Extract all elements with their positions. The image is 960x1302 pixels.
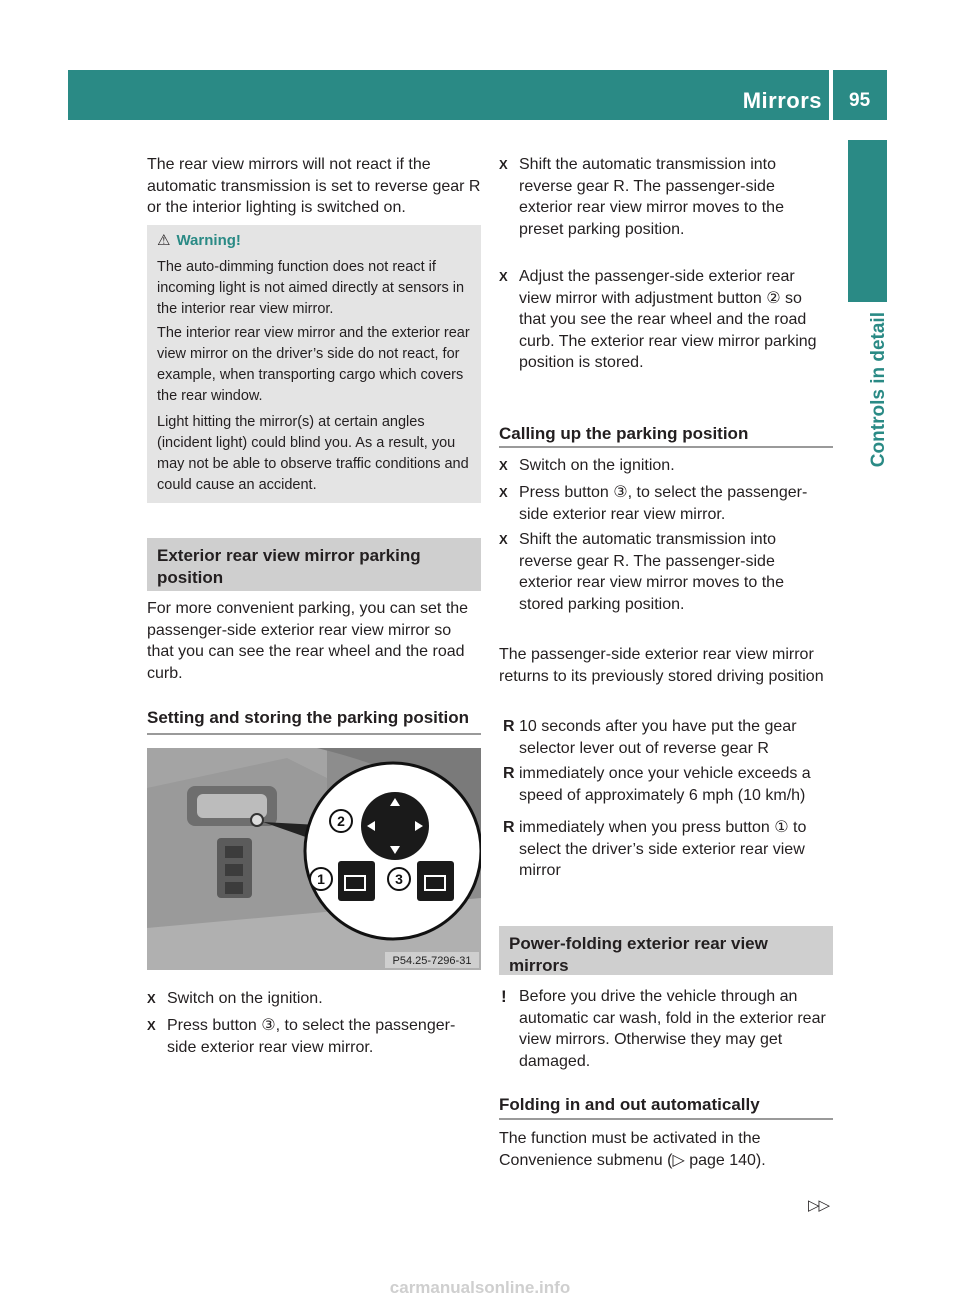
figure-label-2: 2 [337,813,345,829]
bullet-marker: R [503,819,515,836]
notice-marker: ! [501,987,507,1006]
figure-code: P54.25-7296-31 [392,955,472,967]
page-number: 95 [849,90,871,111]
section-intro: For more convenient parking, you can set the passenger-side exterior rear view mirror so that you can see the rear wheel and the road curb. [147,600,469,682]
subheading-rule [499,446,833,448]
step-marker: X [147,991,156,1006]
final-paragraph: The function must be activated in the Convenience submenu (▷ page 140). [499,1130,766,1169]
step-marker: X [499,157,508,172]
bullet-marker: R [503,718,515,735]
section-heading-power-folding: Power-folding exterior rear view mirrors [499,926,833,975]
subheading-rule [147,733,481,735]
step-marker: X [499,269,508,284]
door-panel-illustration [147,748,481,970]
subheading-folding: Folding in and out automatically [499,1095,760,1114]
bullet-marker: R [503,765,515,782]
subheading-calling-up: Calling up the parking position [499,424,749,443]
chapter-title: Mirrors [742,88,822,113]
figure-mirror-switch [147,748,481,970]
returns-paragraph: The passenger-side exterior rear view mirror returns to its previously stored driving position [499,646,824,685]
warning-paragraph-1: The auto-dimming function does not react if incoming light is not aimed directly at sensors in the interior rear view mirror. [157,259,465,317]
footer-watermark: carmanualsonline.info [389,1278,571,1297]
figure-label-3: 3 [395,871,403,887]
subheading-setting: Setting and storing the parking position [147,708,470,727]
step-marker: X [499,458,508,473]
warning-paragraph-3: Light hitting the mirror(s) at certain angles (incident light) could blind you. As a result, you may not be able to observe traffic conditions and could cause an accident. [157,414,469,493]
subheading-rule [499,1118,833,1120]
header-separator [829,70,833,120]
side-section-label: Controls in detail [868,312,889,468]
warning-title: ⚠ Warning! [157,232,241,249]
step-marker: X [499,485,508,500]
figure-label-1: 1 [317,871,325,887]
step-marker: X [147,1018,156,1033]
intro-paragraph: The rear view mirrors will not react if the automatic transmission is set to reverse gear R or the interior lighting is switched on. [147,156,481,216]
side-tab [848,140,887,302]
warning-icon: ⚠ [157,232,171,249]
step-marker: X [499,532,508,547]
section-heading-parking: Exterior rear view mirror parking position [147,538,481,591]
warning-paragraph-2: The interior rear view mirror and the exterior rear view mirror on the driver’s side do not react, for example, when transporting cargo which covers the rear window. [157,325,470,404]
continue-icon: ▷▷ [808,1197,830,1214]
warning-box [147,225,481,503]
